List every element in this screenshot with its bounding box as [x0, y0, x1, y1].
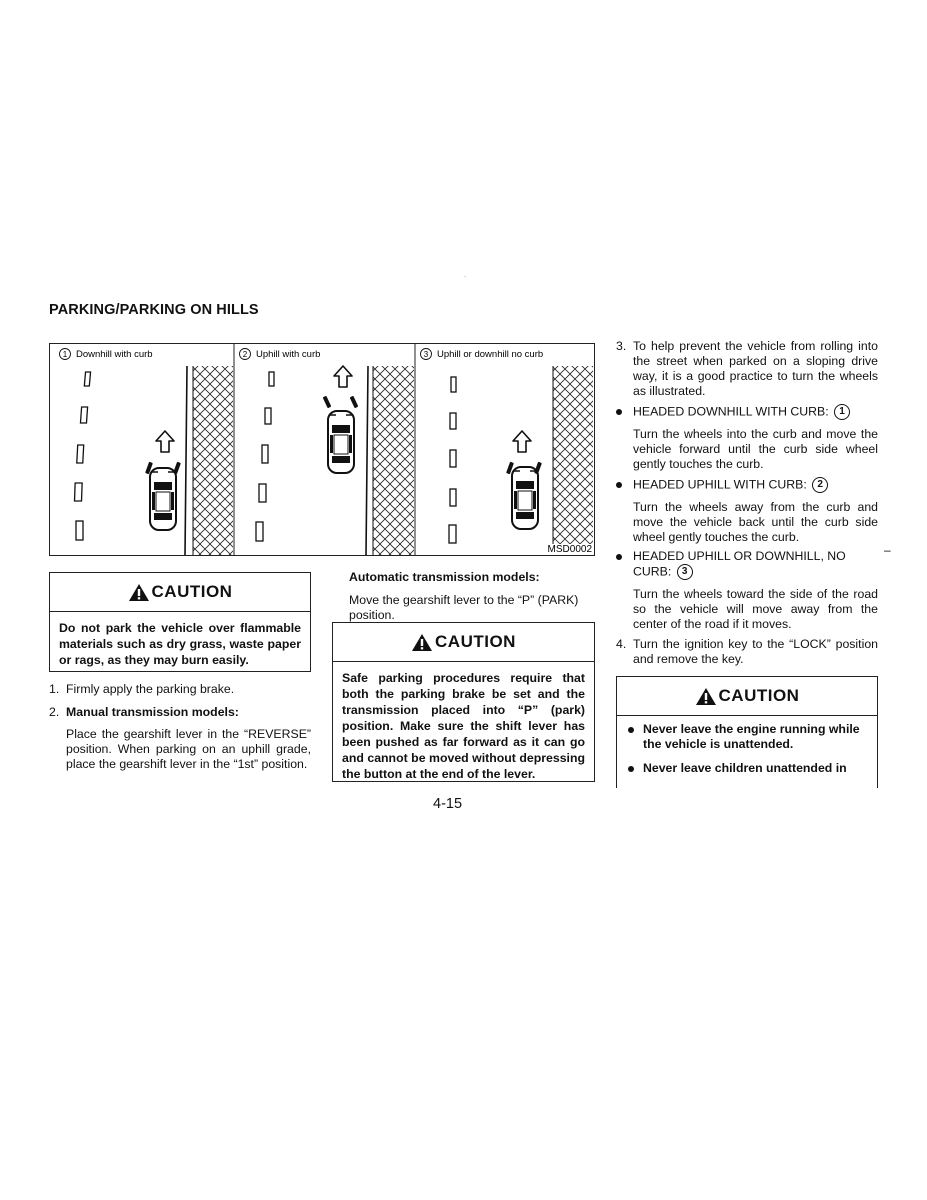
caution-title: CAUTION: [435, 632, 516, 651]
caution-header: [617, 677, 877, 716]
section-title: PARKING/PARKING ON HILLS: [49, 302, 259, 318]
margin-mark: –: [884, 543, 891, 557]
step-1-text: Firmly apply the parking brake.: [66, 682, 235, 696]
panel-1-label: Downhill with curb: [76, 349, 153, 360]
caution-list-item: [626, 722, 868, 752]
step-2: [49, 705, 311, 720]
warning-triangle-icon: [128, 583, 150, 602]
bullet-dot: [628, 766, 634, 772]
circled-number: 1: [834, 404, 850, 420]
step-2-heading: Manual transmission models:: [66, 705, 239, 719]
step-2-body: Place the gearshift lever in the “REVERSE” position. When parking on an uphill grade, place the gearshift lever in the “1st” position.: [66, 727, 311, 771]
bullet-dot: [616, 482, 622, 488]
automatic-body: Move the gearshift lever to the “P” (PARK) position.: [349, 593, 579, 622]
caution-title: CAUTION: [151, 582, 233, 601]
step-4-number: 4.: [616, 637, 627, 651]
bullet-body: Turn the wheels away from the curb and move the vehicle back until the curb side wheel gently touches the curb.: [633, 500, 878, 544]
panel-3-number: 3: [423, 350, 429, 359]
warning-triangle-icon: [411, 633, 433, 652]
caution-box-flammable: [49, 572, 311, 672]
page-number: 4-15: [433, 796, 463, 812]
warning-triangle-icon: [695, 687, 717, 706]
caution-list: [617, 716, 877, 791]
caution-list-item: [626, 761, 868, 776]
caution-header: [50, 573, 310, 612]
step-3-text: To help prevent the vehicle from rolling into the street when parked on a sloping drive way, it is a good practice to turn the wheels as illustrated.: [633, 339, 878, 398]
top-mark: .: [464, 270, 467, 279]
bullet-no-curb: [616, 549, 878, 580]
bullet-body: Turn the wheels toward the side of the road so the vehicle will move away from the center of the road if it moves.: [633, 587, 878, 631]
panel-uphill-with-curb: [240, 349, 415, 556]
step-1-number: 1.: [49, 682, 60, 696]
caution-text: Safe parking procedures require that both the parking brake be set and the transmission placed into “P” (park) position. Make sure the shift lever has been pushed as far forward as it can go and cannot be moved without depressing the button at the end of the lever.: [342, 671, 585, 781]
bullet-uphill-curb: [616, 477, 878, 493]
step-1: [49, 682, 311, 697]
bullet-heading: HEADED DOWNHILL WITH CURB:: [633, 404, 829, 419]
bullet-dot: [616, 554, 622, 560]
bullet-dot: [628, 727, 634, 733]
caution-text: Do not park the vehicle over flammable materials such as dry grass, waste paper or rags, as they may burn easily.: [59, 621, 301, 667]
parking-figure: [49, 343, 595, 556]
caution-item-text: Never leave the engine running while the vehicle is unattended.: [643, 722, 860, 751]
step-4-text: Turn the ignition key to the “LOCK” position and remove the key.: [633, 637, 878, 666]
panel-2-label: Uphill with curb: [256, 349, 321, 360]
panel-2-number: 2: [242, 350, 248, 359]
circled-number: 3: [677, 564, 693, 580]
panel-downhill-with-curb: [60, 349, 234, 556]
figure-code: MSD0002: [547, 544, 592, 555]
step-3-number: 3.: [616, 339, 627, 353]
caution-title: CAUTION: [718, 686, 800, 705]
caution-item-text: Never leave children unattended in: [643, 761, 847, 775]
step-2-number: 2.: [49, 705, 60, 719]
step-4: [616, 637, 878, 667]
step-3: [616, 339, 878, 399]
circled-number: 2: [812, 477, 828, 493]
caution-box-parking-procedure: [332, 622, 595, 782]
bullet-heading: HEADED UPHILL OR DOWNHILL, NO CURB:: [633, 549, 846, 579]
panel-no-curb: [421, 349, 594, 545]
automatic-heading: Automatic transmission models:: [349, 570, 540, 584]
caution-header: [333, 623, 594, 662]
panel-3-label: Uphill or downhill no curb: [437, 349, 544, 360]
parking-illustration: [50, 344, 594, 555]
bullet-heading: HEADED UPHILL WITH CURB:: [633, 477, 807, 492]
bullet-dot: [616, 409, 622, 415]
bullet-body: Turn the wheels into the curb and move the vehicle forward until the curb side wheel gently touches the curb.: [633, 427, 878, 471]
caution-box-unattended: [616, 676, 878, 788]
panel-1-number: 1: [62, 350, 68, 359]
bullet-downhill-curb: [616, 404, 878, 420]
